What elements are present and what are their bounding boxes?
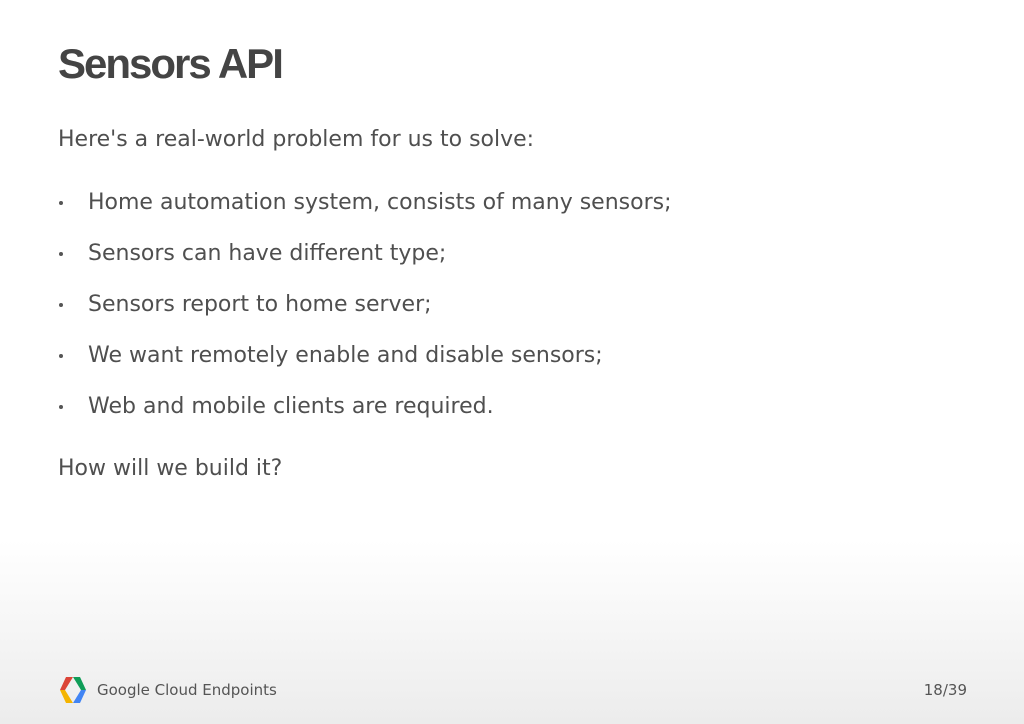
bullet-text: Home automation system, consists of many sensors;	[88, 190, 672, 215]
list-item	[0, 339, 900, 390]
page-number: 18/39	[923, 681, 967, 699]
list-item	[0, 390, 900, 441]
bullet-dot-icon	[59, 405, 63, 409]
footer-brand: Google Cloud Endpoints	[97, 681, 277, 699]
list-item	[0, 186, 900, 237]
bullet-text: Sensors can have different type;	[88, 241, 447, 266]
bullet-dot-icon	[59, 252, 63, 256]
bullet-text: Sensors report to home server;	[88, 292, 432, 317]
list-item	[0, 237, 900, 288]
bullet-dot-icon	[59, 201, 63, 205]
intro-text: Here's a real-world problem for us to solve:	[58, 127, 535, 152]
google-cloud-logo-icon	[58, 677, 88, 703]
slide-title: Sensors API	[58, 40, 282, 87]
outro-text: How will we build it?	[58, 456, 283, 481]
bullet-text: Web and mobile clients are required.	[88, 394, 494, 419]
list-item	[0, 288, 900, 339]
bullet-text: We want remotely enable and disable sensors;	[88, 343, 603, 368]
bullet-dot-icon	[59, 303, 63, 307]
bullet-dot-icon	[59, 354, 63, 358]
bullet-list	[0, 186, 900, 441]
